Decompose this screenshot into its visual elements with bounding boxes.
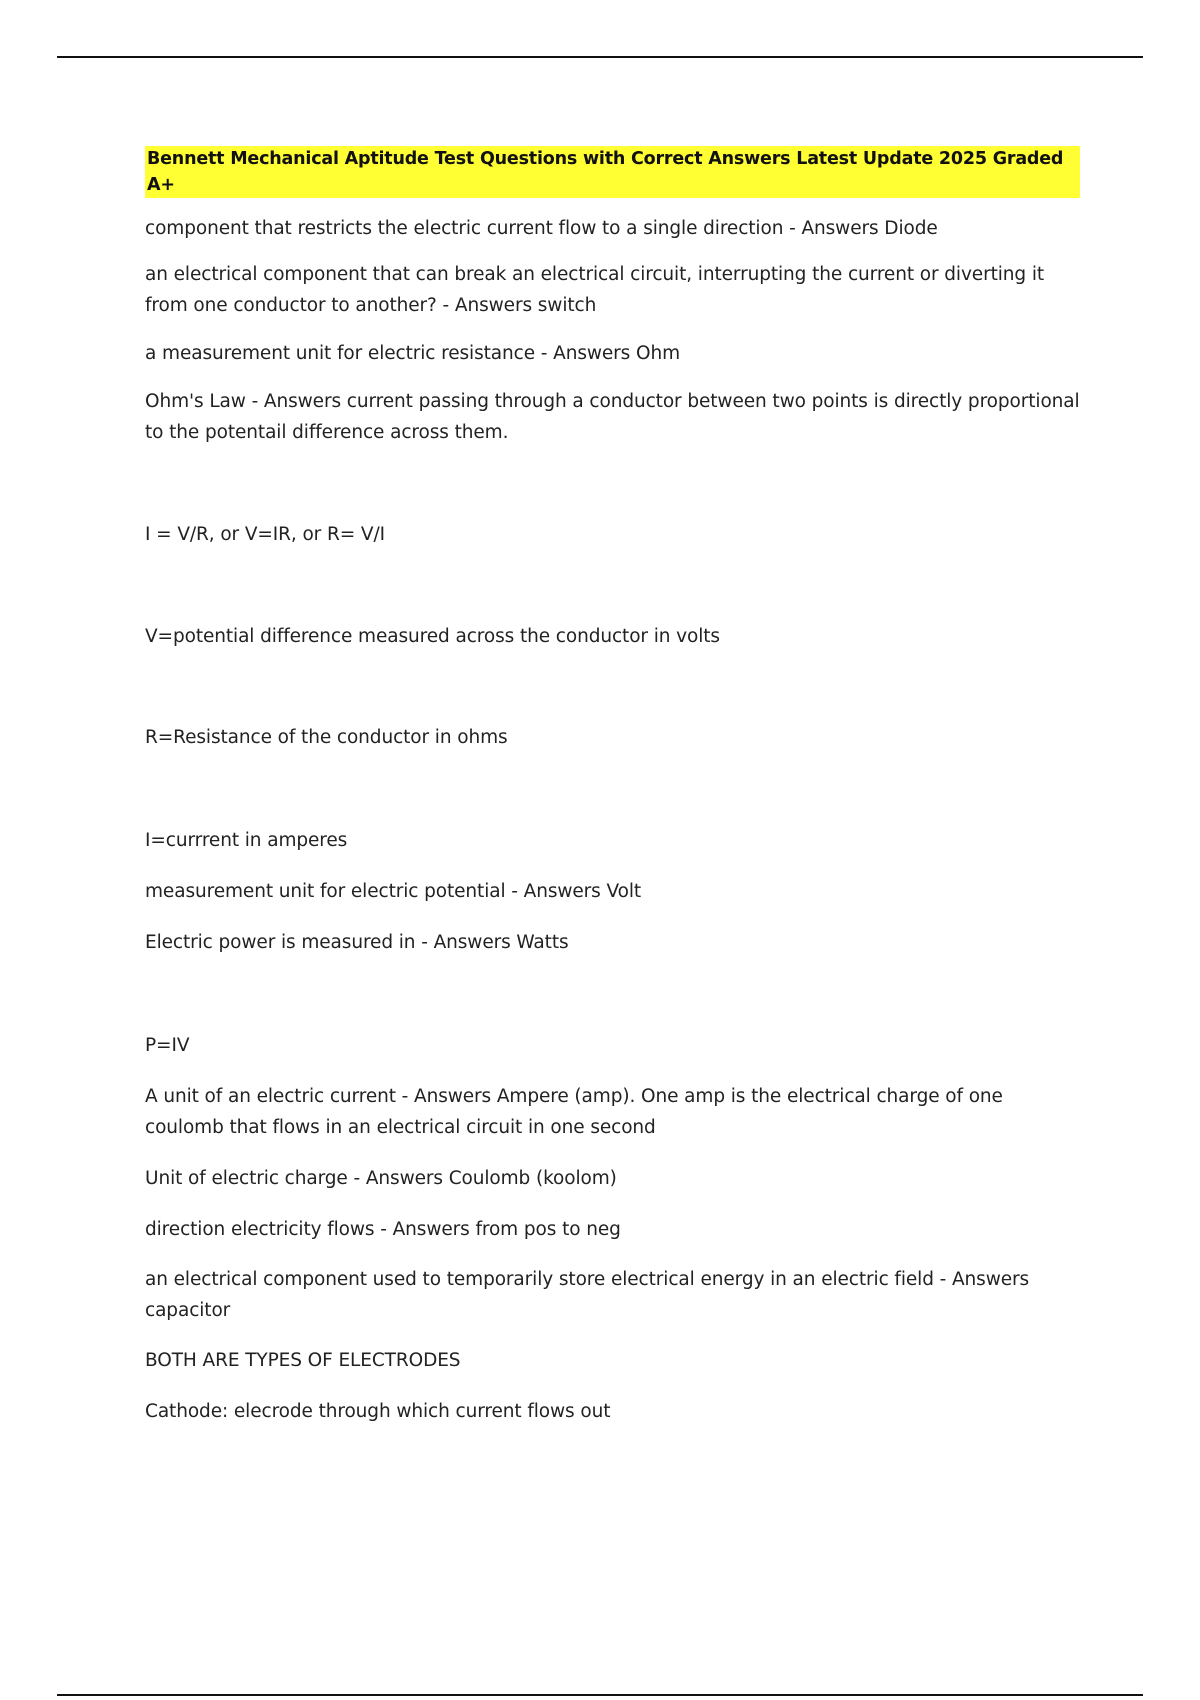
note-cathode: Cathode: elecrode through which current flows out	[145, 1401, 611, 1422]
definition-current: I=currrent in amperes	[145, 830, 348, 851]
qa-switch: an electrical component that can break an electrical circuit, interrupting the current or diverting it from one conductor to another? - Answers switch	[145, 264, 1045, 316]
document-body	[145, 146, 1080, 1427]
footer-rule	[57, 1694, 1143, 1696]
formula-power: P=IV	[145, 1035, 190, 1056]
document-title: Bennett Mechanical Aptitude Test Questions with Correct Answers Latest Update 2025 Graded A+	[145, 146, 1080, 198]
header-rule	[57, 56, 1143, 58]
qa-coulomb: Unit of electric charge - Answers Coulomb (koolom)	[145, 1168, 617, 1189]
qa-diode: component that restricts the electric current flow to a single direction - Answers Diode	[145, 218, 938, 239]
qa-watts: Electric power is measured in - Answers Watts	[145, 932, 569, 953]
qa-ohm: a measurement unit for electric resistance - Answers Ohm	[145, 343, 681, 364]
formula-ohms-law: I = V/R, or V=IR, or R= V/I	[145, 524, 385, 545]
note-electrodes: BOTH ARE TYPES OF ELECTRODES	[145, 1350, 461, 1371]
qa-capacitor: an electrical component used to temporarily store electrical energy in an electric field - Answers capacitor	[145, 1269, 1030, 1321]
qa-ampere: A unit of an electric current - Answers Ampere (amp). One amp is the electrical charge of one coulomb that flows in an electrical circuit in one second	[145, 1086, 1003, 1138]
definition-resistance: R=Resistance of the conductor in ohms	[145, 727, 508, 748]
qa-ohms-law: Ohm's Law - Answers current passing through a conductor between two points is directly proportional to the potentail difference across them.	[145, 391, 1080, 443]
definition-voltage: V=potential difference measured across the conductor in volts	[145, 626, 720, 647]
qa-volt: measurement unit for electric potential - Answers Volt	[145, 881, 642, 902]
qa-current-direction: direction electricity flows - Answers from pos to neg	[145, 1219, 621, 1240]
